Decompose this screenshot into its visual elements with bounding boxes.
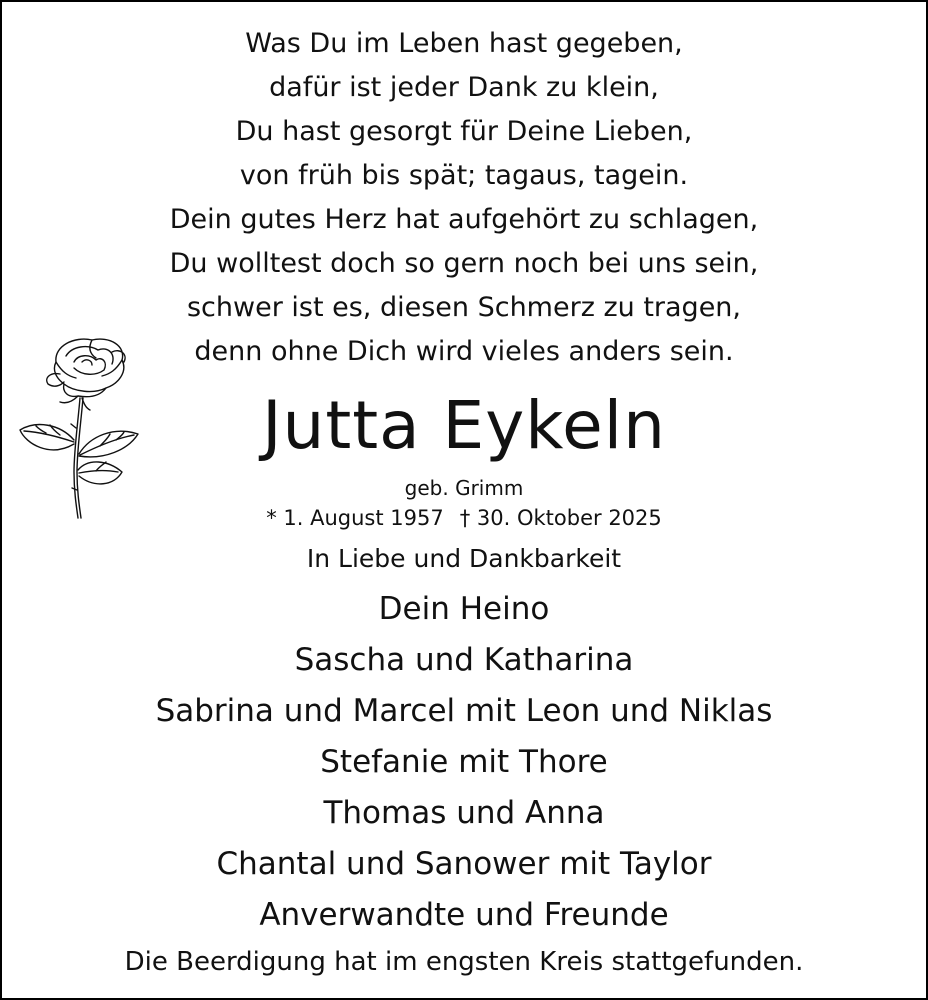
deceased-name: Jutta Eykeln: [262, 387, 666, 464]
mourner-entry: Thomas und Anna: [323, 795, 605, 831]
funeral-note: Die Beerdigung hat im engsten Kreis stattgefunden.: [124, 947, 804, 977]
poem-line: Was Du im Leben hast gegeben,: [245, 28, 683, 59]
mourner-entry: Dein Heino: [378, 591, 550, 627]
birth-name: geb. Grimm: [404, 476, 524, 500]
life-dates: [2, 502, 926, 534]
mourner-entry: Sabrina und Marcel mit Leon und Niklas: [155, 693, 773, 729]
poem-line: Du wolltest doch so gern noch bei uns sein,: [169, 248, 759, 279]
poem-line: schwer ist es, diesen Schmerz zu tragen,: [186, 292, 741, 323]
death-date: † 30. Oktober 2025: [459, 506, 662, 530]
mourner-entry: Sascha und Katharina: [294, 642, 634, 678]
poem-line: dafür ist jeder Dank zu klein,: [269, 72, 659, 103]
mourner-entry: Anverwandte und Freunde: [259, 897, 669, 933]
mourner-entry: Chantal und Sanower mit Taylor: [216, 846, 712, 882]
poem-line: denn ohne Dich wird vieles anders sein.: [194, 336, 734, 367]
dedication-line: In Liebe und Dankbarkeit: [306, 544, 622, 573]
poem-line: von früh bis spät; tagaus, tagein.: [239, 160, 689, 191]
poem: [2, 22, 926, 374]
mourners-list: [2, 584, 926, 941]
birth-date: * 1. August 1957: [266, 506, 444, 530]
mourner-entry: Stefanie mit Thore: [320, 744, 608, 780]
poem-line: Du hast gesorgt für Deine Lieben,: [235, 116, 693, 147]
poem-line: Dein gutes Herz hat aufgehört zu schlagen,: [169, 204, 759, 235]
